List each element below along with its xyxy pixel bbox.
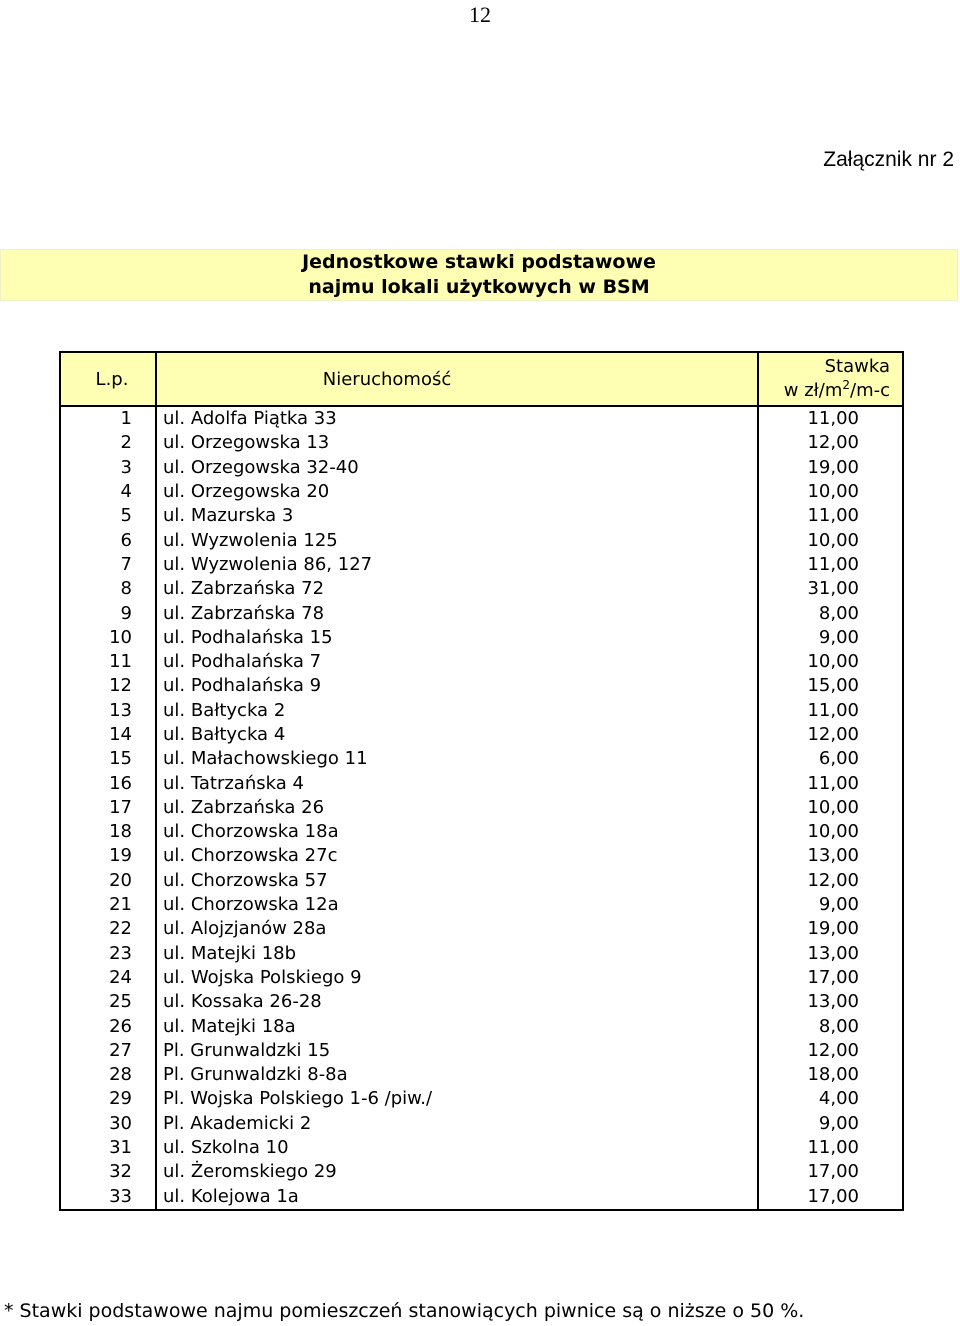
row-lp: 33 bbox=[60, 1185, 156, 1210]
row-property: ul. Wojska Polskiego 9 bbox=[156, 966, 758, 990]
row-rate: 19,00 bbox=[758, 456, 903, 480]
row-rate: 15,00 bbox=[758, 674, 903, 698]
table-row bbox=[60, 1112, 903, 1136]
header-rate-line1: Stawka bbox=[824, 356, 890, 377]
row-lp: 12 bbox=[60, 674, 156, 698]
table-row bbox=[60, 577, 903, 601]
row-lp: 14 bbox=[60, 723, 156, 747]
row-lp: 25 bbox=[60, 990, 156, 1014]
table-row bbox=[60, 771, 903, 795]
row-property: ul. Bałtycka 4 bbox=[156, 723, 758, 747]
row-rate: 8,00 bbox=[758, 601, 903, 625]
table-row bbox=[60, 553, 903, 577]
row-property: ul. Małachowskiego 11 bbox=[156, 747, 758, 771]
table-row bbox=[60, 990, 903, 1014]
row-rate: 10,00 bbox=[758, 480, 903, 504]
table-row bbox=[60, 674, 903, 698]
row-property: ul. Tatrzańska 4 bbox=[156, 771, 758, 795]
row-rate: 6,00 bbox=[758, 747, 903, 771]
row-lp: 1 bbox=[60, 406, 156, 431]
table-row bbox=[60, 626, 903, 650]
row-rate: 11,00 bbox=[758, 771, 903, 795]
table-row bbox=[60, 406, 903, 431]
row-rate: 11,00 bbox=[758, 553, 903, 577]
row-rate: 9,00 bbox=[758, 1112, 903, 1136]
row-property: ul. Matejki 18a bbox=[156, 1014, 758, 1038]
row-lp: 11 bbox=[60, 650, 156, 674]
table-row bbox=[60, 917, 903, 941]
annex-label: Załącznik nr 2 bbox=[823, 148, 954, 171]
row-property: Pl. Akademicki 2 bbox=[156, 1112, 758, 1136]
row-lp: 28 bbox=[60, 1063, 156, 1087]
footnote: * Stawki podstawowe najmu pomieszczeń stanowiących piwnice są o niższe o 50 %. bbox=[4, 1300, 805, 1322]
row-lp: 5 bbox=[60, 504, 156, 528]
row-property: Pl. Wojska Polskiego 1-6 /piw./ bbox=[156, 1087, 758, 1111]
row-rate: 10,00 bbox=[758, 820, 903, 844]
row-rate: 10,00 bbox=[758, 650, 903, 674]
row-rate: 11,00 bbox=[758, 504, 903, 528]
row-lp: 22 bbox=[60, 917, 156, 941]
row-lp: 26 bbox=[60, 1014, 156, 1038]
row-rate: 10,00 bbox=[758, 796, 903, 820]
row-lp: 15 bbox=[60, 747, 156, 771]
header-rate-line2 bbox=[759, 379, 890, 403]
table-row bbox=[60, 528, 903, 552]
row-rate: 10,00 bbox=[758, 528, 903, 552]
table-row bbox=[60, 1014, 903, 1038]
table-row bbox=[60, 796, 903, 820]
header-rate-unit-suffix: /m-c bbox=[850, 380, 890, 401]
table-row bbox=[60, 699, 903, 723]
row-rate: 9,00 bbox=[758, 626, 903, 650]
row-lp: 9 bbox=[60, 601, 156, 625]
row-rate: 12,00 bbox=[758, 1039, 903, 1063]
table-row bbox=[60, 1136, 903, 1160]
row-lp: 13 bbox=[60, 699, 156, 723]
row-lp: 29 bbox=[60, 1087, 156, 1111]
table-row bbox=[60, 893, 903, 917]
table-row bbox=[60, 869, 903, 893]
header-property: Nieruchomość bbox=[156, 352, 758, 406]
row-property: ul. Mazurska 3 bbox=[156, 504, 758, 528]
row-rate: 17,00 bbox=[758, 1185, 903, 1210]
title-line-1: Jednostkowe stawki podstawowe bbox=[302, 251, 656, 273]
row-lp: 6 bbox=[60, 528, 156, 552]
row-lp: 17 bbox=[60, 796, 156, 820]
row-rate: 13,00 bbox=[758, 990, 903, 1014]
table-row bbox=[60, 844, 903, 868]
row-property: ul. Wyzwolenia 86, 127 bbox=[156, 553, 758, 577]
row-property: ul. Adolfa Piątka 33 bbox=[156, 406, 758, 431]
row-property: ul. Alojzjanów 28a bbox=[156, 917, 758, 941]
header-lp: L.p. bbox=[60, 352, 156, 406]
table-header-row bbox=[60, 352, 903, 406]
row-property: ul. Szkolna 10 bbox=[156, 1136, 758, 1160]
row-rate: 13,00 bbox=[758, 942, 903, 966]
table-row bbox=[60, 966, 903, 990]
row-lp: 18 bbox=[60, 820, 156, 844]
row-lp: 16 bbox=[60, 771, 156, 795]
row-property: ul. Orzegowska 32-40 bbox=[156, 456, 758, 480]
table-row bbox=[60, 504, 903, 528]
row-rate: 17,00 bbox=[758, 1160, 903, 1184]
header-rate-unit-prefix: w zł/m bbox=[783, 380, 843, 401]
row-property: ul. Chorzowska 18a bbox=[156, 820, 758, 844]
row-lp: 27 bbox=[60, 1039, 156, 1063]
row-rate: 12,00 bbox=[758, 723, 903, 747]
row-property: ul. Wyzwolenia 125 bbox=[156, 528, 758, 552]
table-row bbox=[60, 456, 903, 480]
row-rate: 13,00 bbox=[758, 844, 903, 868]
row-property: ul. Zabrzańska 78 bbox=[156, 601, 758, 625]
row-property: Pl. Grunwaldzki 15 bbox=[156, 1039, 758, 1063]
table-row bbox=[60, 480, 903, 504]
title-line-2: najmu lokali użytkowych w BSM bbox=[308, 276, 650, 298]
row-rate: 8,00 bbox=[758, 1014, 903, 1038]
row-rate: 12,00 bbox=[758, 431, 903, 455]
row-property: ul. Matejki 18b bbox=[156, 942, 758, 966]
row-lp: 31 bbox=[60, 1136, 156, 1160]
row-lp: 2 bbox=[60, 431, 156, 455]
row-property: ul. Podhalańska 15 bbox=[156, 626, 758, 650]
row-lp: 24 bbox=[60, 966, 156, 990]
table-row bbox=[60, 723, 903, 747]
row-lp: 32 bbox=[60, 1160, 156, 1184]
row-property: ul. Zabrzańska 26 bbox=[156, 796, 758, 820]
row-lp: 8 bbox=[60, 577, 156, 601]
row-lp: 19 bbox=[60, 844, 156, 868]
document-title bbox=[0, 249, 958, 301]
row-rate: 12,00 bbox=[758, 869, 903, 893]
row-rate: 11,00 bbox=[758, 406, 903, 431]
row-rate: 18,00 bbox=[758, 1063, 903, 1087]
row-property: ul. Chorzowska 57 bbox=[156, 869, 758, 893]
row-lp: 23 bbox=[60, 942, 156, 966]
table-row bbox=[60, 1087, 903, 1111]
table-row bbox=[60, 1039, 903, 1063]
row-lp: 3 bbox=[60, 456, 156, 480]
table-row bbox=[60, 942, 903, 966]
page-number: 12 bbox=[469, 2, 491, 27]
header-rate bbox=[758, 352, 903, 406]
row-property: ul. Kossaka 26-28 bbox=[156, 990, 758, 1014]
row-property: ul. Chorzowska 27c bbox=[156, 844, 758, 868]
row-rate: 19,00 bbox=[758, 917, 903, 941]
row-property: ul. Kolejowa 1a bbox=[156, 1185, 758, 1210]
row-property: ul. Bałtycka 2 bbox=[156, 699, 758, 723]
row-property: ul. Zabrzańska 72 bbox=[156, 577, 758, 601]
row-rate: 17,00 bbox=[758, 966, 903, 990]
row-lp: 7 bbox=[60, 553, 156, 577]
table-body bbox=[60, 406, 903, 1210]
row-rate: 4,00 bbox=[758, 1087, 903, 1111]
row-property: ul. Żeromskiego 29 bbox=[156, 1160, 758, 1184]
row-property: ul. Orzegowska 20 bbox=[156, 480, 758, 504]
row-lp: 21 bbox=[60, 893, 156, 917]
rates-table bbox=[59, 351, 904, 1211]
table-row bbox=[60, 820, 903, 844]
row-rate: 31,00 bbox=[758, 577, 903, 601]
table-row bbox=[60, 1063, 903, 1087]
row-property: ul. Orzegowska 13 bbox=[156, 431, 758, 455]
table-row bbox=[60, 431, 903, 455]
row-lp: 10 bbox=[60, 626, 156, 650]
table-row bbox=[60, 1160, 903, 1184]
row-property: Pl. Grunwaldzki 8-8a bbox=[156, 1063, 758, 1087]
row-property: ul. Chorzowska 12a bbox=[156, 893, 758, 917]
row-rate: 11,00 bbox=[758, 1136, 903, 1160]
table-row bbox=[60, 601, 903, 625]
row-rate: 11,00 bbox=[758, 699, 903, 723]
table-row bbox=[60, 747, 903, 771]
row-lp: 30 bbox=[60, 1112, 156, 1136]
row-lp: 4 bbox=[60, 480, 156, 504]
table-row bbox=[60, 650, 903, 674]
table-row bbox=[60, 1185, 903, 1210]
row-lp: 20 bbox=[60, 869, 156, 893]
row-rate: 9,00 bbox=[758, 893, 903, 917]
row-property: ul. Podhalańska 9 bbox=[156, 674, 758, 698]
row-property: ul. Podhalańska 7 bbox=[156, 650, 758, 674]
header-rate-unit-sup: 2 bbox=[842, 378, 850, 392]
